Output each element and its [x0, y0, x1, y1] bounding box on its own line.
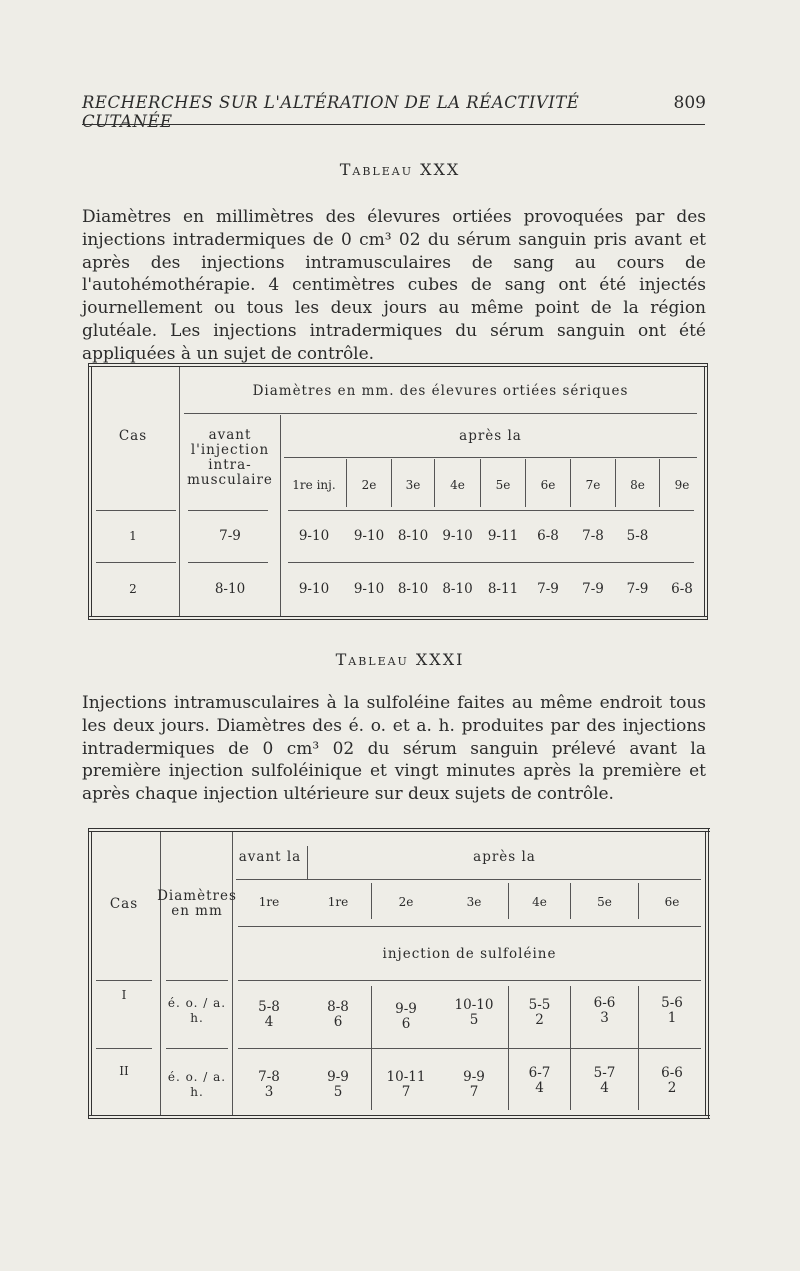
table-xxxi-cell — [440, 990, 508, 1036]
table-xxxi-col: 1re — [258, 894, 280, 909]
ah-value: 6 — [401, 1016, 411, 1032]
ah-value: 4 — [600, 1080, 609, 1096]
ah-value: 2 — [535, 1012, 544, 1028]
ah-value: 5 — [469, 1012, 479, 1028]
table-xxxi-cell — [639, 1058, 705, 1104]
ah-value: 4 — [535, 1080, 544, 1096]
eo-value: 9-9 — [327, 1069, 349, 1085]
table-xxxi-cell — [372, 1062, 440, 1108]
table-xxxi-cell — [571, 988, 638, 1034]
table-xxx-col: 2e — [361, 477, 377, 492]
table-xxxi-cell — [234, 992, 304, 1038]
table-xxx-header-group: Diamètres en mm. des élevures ortiées sériques — [252, 382, 629, 399]
eo-value: 6-6 — [661, 1065, 683, 1081]
table-xxxi-cell — [306, 992, 370, 1038]
ah-value: 3 — [600, 1010, 609, 1026]
table-xxx-cell: 9-11 — [487, 527, 519, 544]
table-xxxi-cell — [509, 990, 570, 1036]
eo-value: 5-8 — [258, 999, 280, 1015]
table-xxx-col: 4e — [450, 477, 465, 492]
table-xxx-cell: 7-9 — [626, 580, 649, 597]
table-xxx-cell: 8-10 — [442, 580, 473, 597]
table-xxxi-header-diam: Diamètres en mm — [157, 888, 237, 919]
table-xxx-cell: 5-8 — [626, 527, 649, 544]
eo-value: 9-9 — [395, 1001, 417, 1017]
table-xxx-row2-cas: 2 — [129, 581, 137, 596]
eo-value: 5-7 — [593, 1065, 616, 1081]
ah-value: 2 — [667, 1080, 677, 1096]
table-xxxi-header-cas: Cas — [109, 895, 139, 912]
table-xxxi-header-avant: avant la — [238, 848, 302, 865]
table-xxx-cell: 8-10 — [397, 580, 429, 597]
running-head — [82, 93, 706, 131]
table-xxxi-cell — [440, 1062, 508, 1108]
table-xxx-cell: 9-10 — [298, 527, 330, 544]
table-xxx-cell: 9-10 — [353, 580, 385, 597]
table-xxxi — [88, 828, 710, 1123]
table-xxxi-col: 1re — [327, 894, 349, 909]
table-xxx-col: 9e — [674, 477, 690, 492]
table-xxx-cell: 7-8 — [582, 527, 604, 544]
table-xxx-row2-avant: 8-10 — [214, 580, 246, 597]
table-xxxi-col: 3e — [466, 894, 482, 909]
table-xxxi-row1-cas: I — [121, 988, 127, 1002]
table-xxxi-col: 4e — [532, 894, 547, 909]
table-xxxi-cell — [306, 1062, 370, 1108]
ah-value: 6 — [333, 1014, 343, 1030]
table-xxx-col: 6e — [540, 477, 556, 492]
table-xxx-title: Tableau XXX — [339, 160, 461, 179]
table-xxxi-row2-cas: II — [119, 1064, 129, 1078]
table-xxxi-col: 6e — [664, 894, 680, 909]
table-xxx-cell — [660, 513, 704, 559]
table-xxx-col: 8e — [630, 477, 645, 492]
eo-value: 9-9 — [463, 1069, 485, 1085]
table-xxx-cell: 8-11 — [487, 580, 519, 597]
table-xxx — [88, 363, 708, 621]
eo-value: 5-6 — [661, 995, 683, 1011]
table-xxx-row1-avant: 7-9 — [219, 527, 241, 544]
table-xxx-cell: 8-10 — [397, 527, 429, 544]
table-xxx-header-cas: Cas — [118, 427, 148, 444]
table-xxx-header-apres: après la — [459, 427, 522, 444]
eo-value: 10-10 — [454, 997, 494, 1013]
running-head-title: RECHERCHES SUR L'ALTÉRATION DE LA RÉACTIVITÉ CUTANÉE — [82, 93, 580, 131]
table-xxxi-cell — [639, 988, 705, 1034]
table-xxxi-caption: Injections intramusculaires à la sulfoléine faites au même endroit tous les deux jours. Diamètres des é. o. et a. h. produites par des injections intradermiques de 0 cm³ 02 du sérum sanguin prélevé avant la première injection sulfoléinique et vingt minutes après la première et après chaque injection ultérieure sur deux sujets de contrôle. — [82, 693, 706, 805]
table-xxxi-title: Tableau XXXI — [335, 650, 465, 669]
table-xxx-cell: 6-8 — [671, 580, 693, 597]
eo-value: 5-5 — [528, 997, 551, 1013]
table-xxx-col: 3e — [405, 477, 421, 492]
table-xxxi-subheader: injection de sulfoléine — [382, 945, 557, 962]
eo-value: 8-8 — [327, 999, 349, 1015]
table-xxxi-cell — [234, 1062, 304, 1108]
table-xxx-col: 1re inj. — [292, 477, 336, 492]
table-xxx-header-avant: avant l'injection intra-musculaire — [187, 427, 273, 488]
table-xxx-cell: 9-10 — [298, 580, 330, 597]
header-rule — [82, 124, 705, 125]
ah-value: 7 — [401, 1084, 411, 1100]
eo-value: 10-11 — [386, 1069, 426, 1085]
table-xxxi-col: 5e — [597, 894, 612, 909]
table-xxx-cell: 7-9 — [582, 580, 604, 597]
table-xxx-caption: Diamètres en millimètres des élevures ortiées provoquées par des injections intradermiques de 0 cm³ 02 du sérum sanguin pris avant et après des injections intramusculaires de sang au cours de l'autohémothérapie. 4 centimètres cubes de sang ont été injectés journellement ou tous les deux jours au même point de la région glutéale. Les injections intradermiques du sérum sanguin ont été appliquées à un sujet de contrôle. — [82, 207, 706, 364]
table-xxxi-col: 2e — [398, 894, 414, 909]
table-xxx-cell: 9-10 — [353, 527, 385, 544]
table-xxxi-cell — [509, 1058, 570, 1104]
ah-value: 3 — [264, 1084, 274, 1100]
table-xxx-col: 7e — [585, 477, 601, 492]
table-xxxi-row2-labels: é. o. / a. h. — [167, 1070, 227, 1099]
page-number: 809 — [673, 93, 706, 113]
table-xxxi-cell — [571, 1058, 638, 1104]
ah-value: 7 — [469, 1084, 479, 1100]
eo-value: 6-6 — [593, 995, 616, 1011]
table-xxxi-row1-labels: é. o. / a. h. — [167, 996, 227, 1025]
table-xxxi-header-apres: après la — [473, 848, 536, 865]
table-xxx-row1-cas: 1 — [129, 528, 137, 543]
eo-value: 7-8 — [258, 1069, 280, 1085]
table-xxx-cell: 6-8 — [537, 527, 559, 544]
eo-value: 6-7 — [528, 1065, 551, 1081]
ah-value: 5 — [333, 1084, 343, 1100]
table-xxx-cell: 7-9 — [537, 580, 559, 597]
table-xxx-col: 5e — [495, 477, 511, 492]
table-xxxi-cell — [372, 994, 440, 1040]
table-xxx-cell: 9-10 — [442, 527, 473, 544]
ah-value: 4 — [264, 1014, 274, 1030]
ah-value: 1 — [667, 1010, 677, 1026]
